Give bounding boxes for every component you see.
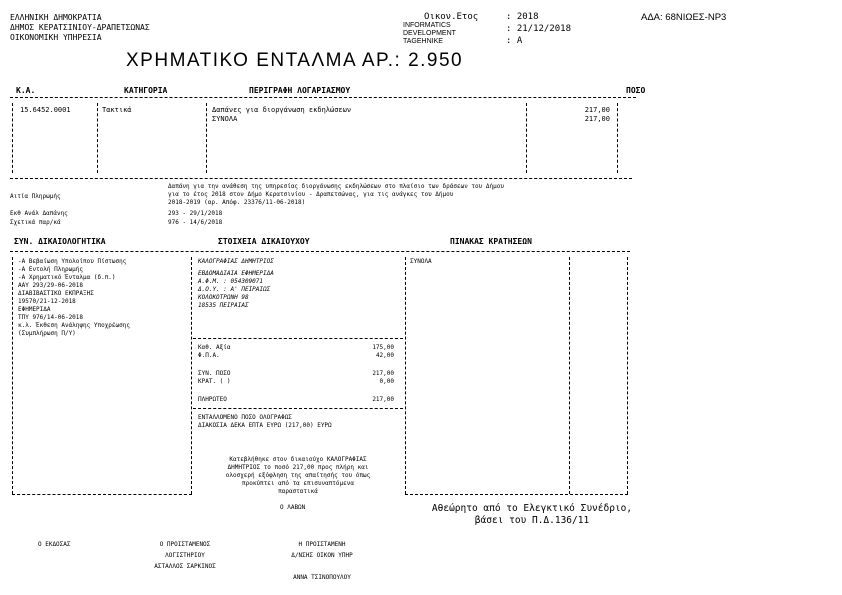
deductions-box-border	[405, 257, 406, 494]
list-item: ΕΦΗΜΕΡΙΔΑ	[18, 306, 51, 313]
reason-line: για το έτος 2018 στον Δήμο Κερατσινίου - Δραπετσώνας, για τις ανάγκες του Δήμου	[168, 191, 454, 198]
column-ka: Κ.Α.	[16, 86, 36, 95]
commitment-label: Εκθ Ανάλ Δαπάνης	[10, 210, 68, 217]
payee-line: ΚΑΛΟΓΡΑΦΙΑΣ ΔΗΜΗΤΡΙΟΣ	[198, 258, 274, 265]
amount-in-words	[198, 414, 332, 430]
list-item: (Συμπλήρωση Π/Υ)	[18, 330, 76, 337]
gross-value: 217,00	[372, 370, 394, 377]
account-total-amount: 217,00	[584, 115, 610, 123]
deductions-box-border	[627, 257, 628, 494]
org-line: ΔΗΜΟΣ ΚΕΡΑΤΣΙΝΙΟΥ-ΔΡΑΠΕΤΣΩΝΑΣ	[10, 23, 150, 32]
signature-subtitle: ΛΟΓΙΣΤΗΡΙΟΥ	[165, 552, 205, 559]
divider	[193, 338, 403, 339]
docs-box-border	[191, 257, 192, 494]
signature-name: ΑΝΝΑ ΤΣΙΝΟΠΟΥΛΟΥ	[293, 574, 351, 581]
amount-words-line: ΔΙΑΚΟΣΙΑ ΔΕΚΑ ΕΠΤΑ ΕΥΡΩ (217,00) ΕΥΡΩ	[198, 422, 332, 429]
table-border	[526, 103, 527, 173]
commitment-value: 293 - 29/1/2018	[168, 210, 223, 217]
related-value: 976 - 14/6/2018	[168, 219, 223, 226]
signature-title: Ο ΠΡΟΙΣΤΑΜΕΝΟΣ	[159, 541, 211, 548]
column-amount: ΠΟΣΟ	[626, 86, 646, 95]
list-item: -Α Εντολή Πληρωμής	[18, 266, 84, 273]
audit-note	[414, 503, 650, 527]
payout-statement	[196, 456, 400, 496]
amount-words-line: ΕΝΤΑΛΛΟΜΕΝΟ ΠΟΣΟ ΟΛΟΓΡΑΦΩΣ	[198, 414, 292, 421]
issuer-signature: Ο ΕΚΔΟΣΑΣ	[38, 541, 71, 548]
divider	[10, 251, 630, 252]
payout-line: προκύπτει από τα επισυναπτόμενα	[242, 480, 354, 487]
org-line: ΟΙΚΟΝΟΜΙΚΗ ΥΠΗΡΕΣΙΑ	[10, 33, 102, 42]
vat-label: Φ.Π.Α.	[198, 352, 220, 359]
deductions-total-label: ΣΥΝΟΛΑ	[410, 258, 432, 265]
net-label: Καθ. Αξία	[198, 344, 231, 351]
reason-line: Δαπάνη για την ανάθεση της υπηρεσίας διοργάνωσης εκδηλώσεων στο πλαίσιο των δράσεων του Δήμου	[168, 183, 504, 190]
audit-line: βάσει του Π.Δ.136/11	[474, 515, 590, 526]
docs-box-border	[12, 494, 192, 495]
docs-box-border	[12, 257, 13, 494]
accounting-head-signature	[140, 541, 230, 571]
divider	[10, 97, 636, 98]
signature-title: Η ΠΡΟΙΣΤΑΜΕΝΗ	[298, 541, 346, 548]
receiver-label: Ο ΛΑΒΩΝ	[280, 504, 306, 511]
page-title: ΧΡΗΜΑΤΙΚΟ ΕΝΤΑΛΜΑ ΑΡ.: 2.950	[126, 50, 464, 71]
org-header	[10, 13, 150, 43]
payout-line: ΔΗΜΗΤΡΙΟΣ το ποσό 217,00 προς πλήρη και	[227, 464, 369, 471]
net-value: 175,00	[372, 344, 394, 351]
account-description: Δαπάνες για διοργάνωση εκδηλώσεων	[212, 106, 352, 114]
date-value: : 21/12/2018	[506, 24, 572, 34]
payee-line: 18535 ΠΕΙΡΑΙΑΣ	[198, 302, 249, 309]
gross-label: ΣΥΝ. ΠΟΣΟ	[198, 370, 231, 377]
account-code: 15.6452.0001	[20, 106, 71, 114]
divider	[193, 408, 403, 409]
overlap-line: TAGEHNIKE	[403, 38, 443, 45]
overlap-line: INFORMATICS	[403, 22, 451, 29]
list-item: 19570/21-12-2018	[18, 298, 76, 305]
vat-value: 42,00	[375, 352, 394, 359]
docs-section-title: ΣΥΝ. ΔΙΚΑΙΟΛΟΓΗΤΙΚΑ	[14, 237, 106, 246]
deduction-value: 0,00	[379, 378, 394, 385]
list-item: -Α Χρηματικό Ένταλμα (δ.π.)	[18, 274, 116, 281]
reason-line: 2018-2019 (αρ. Απόφ. 23376/11-06-2018)	[168, 199, 306, 206]
related-label: Σχετικά παρ/κά	[10, 219, 61, 226]
fiscal-year-value: : 2018	[506, 12, 539, 22]
payable-label: ΠΛΗΡΩΤΕΟ	[198, 396, 227, 403]
finance-head-signature	[272, 541, 372, 582]
audit-line: Αθεώρητο από το Ελεγκτικό Συνέδριο,	[431, 503, 633, 514]
payout-line: Κατεβλήθηκε στον δικαιούχο ΚΑΛΟΓΡΑΦΙΑΣ	[229, 456, 367, 463]
payee-line: ΚΟΛΟΚΟΤΡΩΝΗ 98	[198, 294, 249, 301]
column-description: ΠΕΡΙΓΡΑΦΗ ΛΟΓΑΡΙΑΣΜΟΥ	[249, 86, 351, 95]
divider	[10, 178, 632, 179]
list-item: ΔΙΑΒΙΒΑΣΤΙΚΟ ΕΚΠΡΑΞΗΣ	[18, 290, 94, 297]
overlap-line: DEVELOPMENT	[403, 30, 456, 37]
account-total-label: ΣΥΝΟΛΑ	[212, 115, 238, 123]
reason-text	[168, 183, 504, 207]
fiscal-year-label: Οικον.Ετος	[424, 12, 479, 22]
account-amount: 217,00	[584, 106, 610, 114]
deductions-box-border	[405, 494, 628, 495]
payee-line: Α.Φ.Μ. : 054309071	[198, 278, 264, 285]
list-item: ΤΠΥ 976/14-06-2018	[18, 314, 84, 321]
signature-name: ΑΣΤΑΛΛΟΣ ΣΑΡΚΙΝΟΣ	[154, 563, 216, 570]
payee-section-title: ΣΤΟΙΧΕΙΑ ΔΙΚΑΙΟΥΧΟΥ	[218, 237, 310, 246]
payable-value: 217,00	[372, 396, 394, 403]
list-item: -Α Βεβαίωση Υπολοίπου Πίστωσης	[18, 258, 127, 265]
column-category: ΚΑΤΗΓΟΡΙΑ	[124, 86, 168, 95]
ada-code: ΑΔΑ: 68ΝΙΩΕΣ-ΝΡ3	[641, 12, 727, 23]
org-line: ΕΛΛΗΝΙΚΗ ΔΗΜΟΚΡΑΤΙΑ	[10, 13, 102, 22]
table-border	[12, 103, 13, 173]
reason-label: Αιτία Πληρωμής	[10, 193, 61, 200]
payout-line: ολοσχερή εξόφληση της απαίτησής του όπως	[225, 472, 371, 479]
table-border	[97, 103, 98, 173]
payee-line: ΕΒΔΟΜΑΔΙΑΙΑ ΕΦΗΜΕΡΙΔΑ	[198, 270, 274, 277]
table-border	[617, 103, 618, 173]
account-category: Τακτικά	[102, 106, 132, 114]
table-border	[206, 103, 207, 173]
docs-list	[18, 258, 130, 338]
deductions-box-border	[569, 257, 570, 494]
type-value: : Α	[506, 36, 523, 46]
payee-details	[198, 258, 274, 310]
signature-subtitle: Δ/ΝΣΗΣ ΟΙΚΟΝ ΥΠΗΡ	[291, 552, 353, 559]
list-item: κ.λ. Έκθεση Ανάληψης Υποχρέωσης	[18, 322, 130, 329]
payee-line: Δ.Ο.Υ. : Α' ΠΕΙΡΑΙΩΣ	[198, 286, 271, 293]
payout-line: παραστατικά	[278, 488, 318, 495]
list-item: ΑΑΥ 293/29-06-2018	[18, 282, 84, 289]
deduction-label: ΚΡΑΤ. ( )	[198, 378, 231, 385]
header-overlap-labels	[403, 22, 456, 46]
deductions-section-title: ΠΙΝΑΚΑΣ ΚΡΑΤΗΣΕΩΝ	[450, 237, 532, 246]
